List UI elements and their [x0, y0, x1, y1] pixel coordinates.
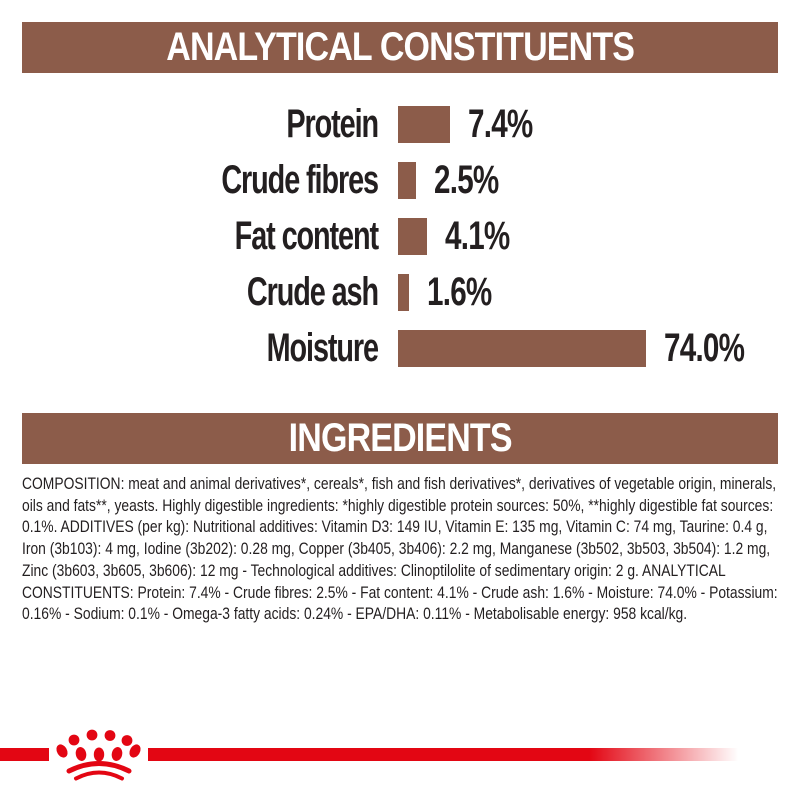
ingredients-title: INGREDIENTS — [288, 416, 512, 460]
analytical-constituents-title: ANALYTICAL CONSTITUENTS — [166, 25, 634, 69]
bar — [398, 274, 409, 311]
bar-value: 1.6% — [427, 269, 492, 314]
analytical-constituents-chart — [0, 96, 800, 376]
bar — [398, 162, 416, 199]
bar — [398, 218, 427, 255]
ingredients-composition-text: COMPOSITION: meat and animal derivatives*, cereals*, fish and fish derivatives*, derivatives of vegetable origin, minerals, oils and fats**, yeasts. Highly digestible ingredients: *highly digestible protein sources: 50%, **highly digestible fat sources: 0.1%. ADDITIVES (per kg): Nutritional additives: Vitamin D3: 149 IU, Vitamin E: 135 mg, Vitamin C: 74 mg, Taurine: 0.4 g, Iron (3b103): 4 mg, Iodine (3b202): 0.28 mg, Copper (3b405, 3b406): 2.2 mg, Manganese (3b502, 3b503, 3b504): 1.2 mg, Zinc (3b603, 3b605, 3b606): 12 mg - Technological additives: Clinoptilolite of sedimentary origin: 2 g. ANALYTICAL CONSTITUENTS: Protein: 7.4% - Crude fibres: 2.5% - Fat content: 4.1% - Crude ash: 1.6% - Moisture: 74.0% - Potassium: 0.16% - Sodium: 0.1% - Omega-3 fatty acids: 0.24% - EPA/DHA: 0.11% - Metabolisable energy: 958 kcal/kg. — [22, 475, 778, 624]
bar-label: Fat content — [234, 213, 378, 258]
bar-value: 74.0% — [664, 325, 745, 370]
bar-value: 7.4% — [468, 101, 533, 146]
bar-label: Crude fibres — [221, 157, 378, 202]
bar — [398, 106, 450, 143]
chart-row — [0, 96, 800, 152]
bar-label: Protein — [286, 101, 378, 146]
crown-paw-logo-icon — [48, 706, 152, 790]
analytical-constituents-header — [22, 22, 778, 73]
ingredients-header — [22, 413, 778, 464]
chart-row — [0, 208, 800, 264]
chart-row — [0, 320, 800, 376]
bar-label: Moisture — [266, 325, 378, 370]
bar-label: Crude ash — [246, 269, 378, 314]
chart-row — [0, 152, 800, 208]
bar — [398, 330, 646, 367]
bar-value: 4.1% — [445, 213, 510, 258]
bar-value: 2.5% — [434, 157, 499, 202]
chart-row — [0, 264, 800, 320]
